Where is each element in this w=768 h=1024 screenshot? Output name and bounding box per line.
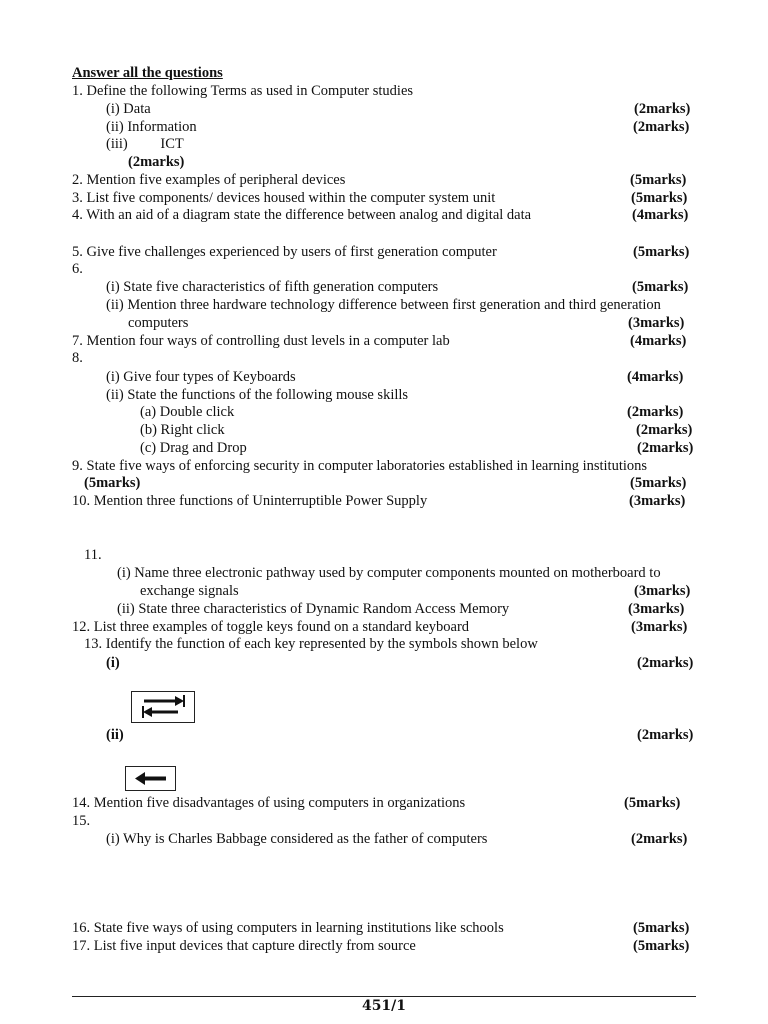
backspace-key-icon xyxy=(126,767,175,790)
marks-8-ii-a: (2marks) xyxy=(627,404,684,420)
question-2: 2. Mention five examples of peripheral devices xyxy=(72,172,346,188)
question-9: 9. State five ways of enforcing security in computer laboratories established in learning institutions xyxy=(72,458,648,474)
tab-key-icon xyxy=(132,692,194,722)
marks-6-ii: (3marks) xyxy=(628,315,685,331)
marks-11-ii: (3marks) xyxy=(628,601,685,617)
marks-15-i: (2marks) xyxy=(631,831,688,847)
question-3: 3. List five components/ devices housed within the computer system unit xyxy=(72,190,496,206)
page-heading: Answer all the questions xyxy=(72,65,223,81)
question-15: 15. xyxy=(72,813,91,829)
question-11-i-cont: exchange signals xyxy=(140,583,239,599)
question-1-ii: (ii) Information xyxy=(106,119,197,135)
question-8: 8. xyxy=(72,350,83,366)
question-8-ii-c: (c) Drag and Drop xyxy=(140,440,247,456)
marks-1-ii: (2marks) xyxy=(633,119,690,135)
question-11-i: (i) Name three electronic pathway used by computer components mounted on motherboard to xyxy=(117,565,661,581)
question-13-i: (i) xyxy=(106,655,120,671)
marks-8-ii-c: (2marks) xyxy=(637,440,694,456)
question-11: 11. xyxy=(84,547,102,563)
marks-3: (5marks) xyxy=(631,190,688,206)
marks-17: (5marks) xyxy=(633,938,690,954)
question-15-i: (i) Why is Charles Babbage considered as the father of computers xyxy=(106,831,488,847)
marks-11-i: (3marks) xyxy=(634,583,691,599)
question-4: 4. With an aid of a diagram state the difference between analog and digital data xyxy=(72,207,532,223)
question-11-ii: (ii) State three characteristics of Dynamic Random Access Memory xyxy=(117,601,510,617)
backspace-key-symbol xyxy=(125,766,176,791)
question-8-ii-a: (a) Double click xyxy=(140,404,235,420)
question-13-ii: (ii) xyxy=(106,727,124,743)
question-14: 14. Mention five disadvantages of using computers in organizations xyxy=(72,795,466,811)
question-12: 12. List three examples of toggle keys found on a standard keyboard xyxy=(72,619,470,635)
marks-1-i: (2marks) xyxy=(634,101,691,117)
question-8-ii: (ii) State the functions of the following mouse skills xyxy=(106,387,409,403)
marks-4: (4marks) xyxy=(632,207,689,223)
marks-8-i: (4marks) xyxy=(627,369,684,385)
marks-13-ii: (2marks) xyxy=(637,727,694,743)
marks-2: (5marks) xyxy=(630,172,687,188)
question-8-i: (i) Give four types of Keyboards xyxy=(106,369,296,385)
question-6-ii: (ii) Mention three hardware technology difference between first generation and third generation xyxy=(106,297,661,313)
marks-8-ii-b: (2marks) xyxy=(636,422,693,438)
marks-6-i: (5marks) xyxy=(632,279,689,295)
question-1: 1. Define the following Terms as used in Computer studies xyxy=(72,83,414,99)
question-6-i: (i) State five characteristics of fifth generation computers xyxy=(106,279,439,295)
question-6: 6. xyxy=(72,261,83,277)
paper-code: 451/1 xyxy=(361,998,407,1014)
marks-10: (3marks) xyxy=(629,493,686,509)
question-1-iii: (iii) ICT xyxy=(106,136,184,152)
question-1-i: (i) Data xyxy=(106,101,151,117)
marks-14: (5marks) xyxy=(624,795,681,811)
question-8-ii-b: (b) Right click xyxy=(140,422,225,438)
marks-9: (5marks) xyxy=(630,475,687,491)
question-9-marks-left: (5marks) xyxy=(84,475,141,491)
question-5: 5. Give five challenges experienced by users of first generation computer xyxy=(72,244,497,260)
question-17: 17. List five input devices that capture directly from source xyxy=(72,938,416,954)
marks-13-i: (2marks) xyxy=(637,655,694,671)
tab-key-symbol xyxy=(131,691,195,723)
marks-7: (4marks) xyxy=(630,333,687,349)
marks-16: (5marks) xyxy=(633,920,690,936)
question-13: 13. Identify the function of each key represented by the symbols shown below xyxy=(84,636,538,652)
question-10: 10. Mention three functions of Uninterruptible Power Supply xyxy=(72,493,428,509)
question-16: 16. State five ways of using computers in learning institutions like schools xyxy=(72,920,504,936)
marks-1-iii: (2marks) xyxy=(128,154,185,170)
marks-12: (3marks) xyxy=(631,619,688,635)
marks-5: (5marks) xyxy=(633,244,690,260)
question-6-ii-cont: computers xyxy=(128,315,189,331)
question-7: 7. Mention four ways of controlling dust levels in a computer lab xyxy=(72,333,450,349)
